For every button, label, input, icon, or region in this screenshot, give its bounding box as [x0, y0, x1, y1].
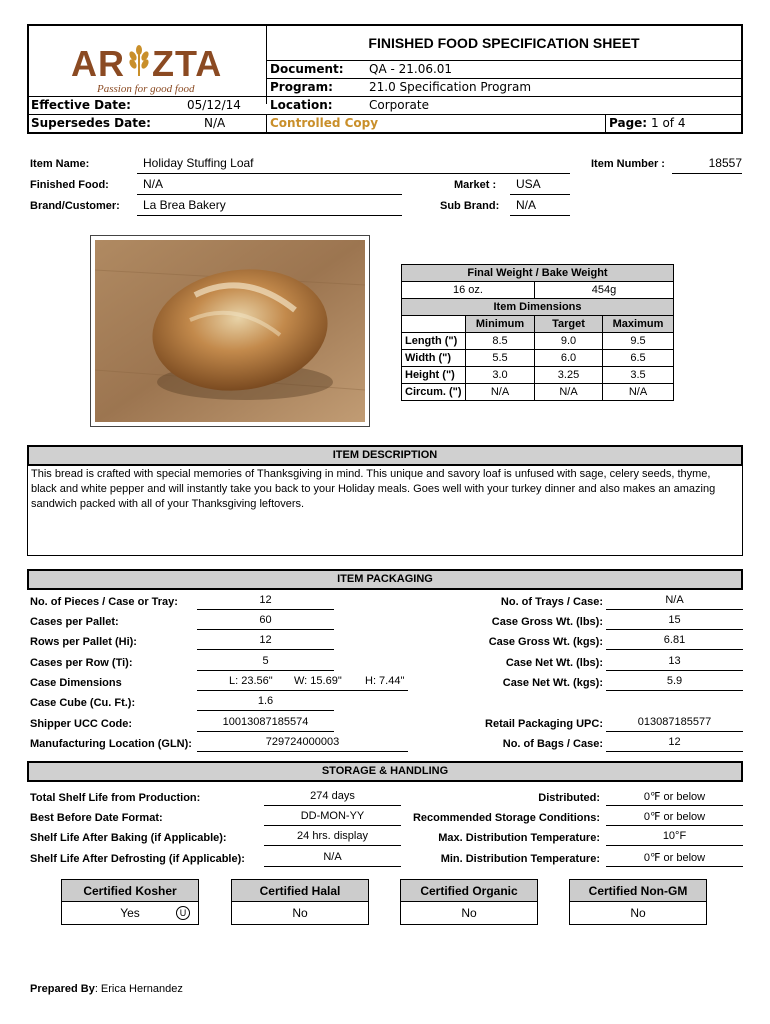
location-value: Corporate [369, 98, 429, 112]
case-dimensions-label: Case Dimensions [30, 677, 122, 689]
weight-g: 454g [535, 282, 674, 299]
item-description-header: ITEM DESCRIPTION [27, 445, 743, 466]
cert-halal-label: Certified Halal [232, 880, 368, 902]
mfg-location-label: Manufacturing Location (GLN): [30, 738, 192, 750]
location-label: Location: [270, 98, 333, 112]
sub-brand-label: Sub Brand: [440, 200, 500, 212]
min-dist-temp-label: Min. Distribution Temperature: [440, 853, 600, 865]
max-dist-temp-label: Max. Distribution Temperature: [438, 832, 600, 844]
dim-min: 8.5 [466, 333, 535, 350]
retail-upc-label: Retail Packaging UPC: [485, 718, 603, 730]
dim-row-length [402, 333, 674, 350]
market-label: Market : [454, 179, 497, 191]
case-cube-label: Case Cube (Cu. Ft.): [30, 697, 136, 709]
dim-label: Circum. (") [402, 384, 466, 401]
weight-oz: 16 oz. [402, 282, 535, 299]
trays-per-case-label: No. of Trays / Case: [500, 596, 603, 608]
case-net-lbs-label: Case Net Wt. (lbs): [505, 657, 603, 669]
shelf-after-baking-value: 24 hrs. display [264, 830, 401, 846]
dim-row-circum [402, 384, 674, 401]
brand-customer-value: La Brea Bakery [137, 198, 402, 216]
dim-target: 3.25 [535, 367, 603, 384]
distributed-label: Distributed: [538, 792, 600, 804]
program-value: 21.0 Specification Program [369, 80, 532, 94]
dim-max: 3.5 [603, 367, 674, 384]
dim-row-height [402, 367, 674, 384]
dim-label: Height (") [402, 367, 466, 384]
recommended-storage-label: Recommended Storage Conditions: [412, 812, 600, 824]
prepared-by-label: Prepared By [30, 983, 95, 995]
prepared-by-value: : Erica Hernandez [94, 983, 183, 995]
controlled-copy-label: Controlled Copy [270, 116, 379, 130]
svg-text:Passion for good food: Passion for good food [97, 83, 195, 95]
supersedes-date-label: Supersedes Date: [31, 116, 151, 130]
dim-max: 6.5 [603, 350, 674, 367]
cert-kosher [61, 879, 199, 925]
cert-non-gm [569, 879, 707, 925]
cases-per-row-label: Cases per Row (Ti): [30, 657, 133, 669]
dim-label: Length (") [402, 333, 466, 350]
mfg-location-value: 729724000003 [197, 736, 408, 752]
shelf-after-defrost-label: Shelf Life After Defrosting (if Applicable): [30, 853, 245, 865]
cert-organic [400, 879, 538, 925]
cert-kosher-value: Yes [120, 906, 140, 920]
case-net-kgs-value: 5.9 [606, 675, 743, 691]
dim-min: N/A [466, 384, 535, 401]
program-label: Program: [270, 80, 333, 94]
item-packaging-header: ITEM PACKAGING [27, 569, 743, 590]
rows-per-pallet-value: 12 [197, 634, 334, 650]
dim-max: N/A [603, 384, 674, 401]
col-maximum: Maximum [603, 316, 674, 333]
final-weight-title: Final Weight / Bake Weight [402, 265, 674, 282]
shelf-life-value: 274 days [264, 790, 401, 806]
cert-organic-value: No [461, 906, 477, 920]
cases-per-pallet-value: 60 [197, 614, 334, 630]
cert-organic-label: Certified Organic [401, 880, 537, 902]
case-gross-kgs-value: 6.81 [606, 634, 743, 650]
aryzta-logo [69, 38, 229, 98]
dim-row-width [402, 350, 674, 367]
dim-min: 5.5 [466, 350, 535, 367]
sheet-title: FINISHED FOOD SPECIFICATION SHEET [368, 35, 640, 51]
svg-text:AR: AR [71, 43, 125, 84]
dim-target: N/A [535, 384, 603, 401]
distributed-value: 0℉ or below [606, 790, 743, 806]
case-dimensions-value [197, 675, 408, 691]
item-number-value: 18557 [672, 156, 742, 174]
page-value: 1 of 4 [651, 116, 686, 130]
best-before-label: Best Before Date Format: [30, 812, 163, 824]
product-photo [90, 235, 370, 427]
case-net-lbs-value: 13 [606, 655, 743, 671]
bags-per-case-value: 12 [606, 736, 743, 752]
item-dimensions-title: Item Dimensions [402, 299, 674, 316]
rows-per-pallet-label: Rows per Pallet (Hi): [30, 636, 137, 648]
case-length: L: 23.56" [229, 675, 273, 687]
cases-per-pallet-label: Cases per Pallet: [30, 616, 119, 628]
shelf-after-defrost-value: N/A [264, 851, 401, 867]
shipper-ucc-label: Shipper UCC Code: [30, 718, 133, 730]
dim-min: 3.0 [466, 367, 535, 384]
item-name-label: Item Name: [30, 158, 90, 170]
case-gross-lbs-label: Case Gross Wt. (lbs): [491, 616, 603, 628]
item-description-text: This bread is crafted with special memories of Thanksgiving in mind. This unique and savory loaf is unfused with sage, celery seeds, thyme, black and white pepper and will instantly take you back to your Holiday meals. Goes well with your turkey dinner and also makes an amazing sandwich packed with all of your Thanksgiving leftovers. [27, 465, 743, 556]
cases-per-row-value: 5 [197, 655, 334, 671]
cert-kosher-label: Certified Kosher [62, 880, 198, 902]
sub-brand-value: N/A [510, 198, 570, 216]
cert-halal [231, 879, 369, 925]
header-box [27, 24, 743, 134]
cert-halal-value: No [292, 906, 308, 920]
min-dist-temp-value: 0℉ or below [606, 851, 743, 867]
market-value: USA [510, 177, 570, 195]
dim-max: 9.5 [603, 333, 674, 350]
cert-non-gm-label: Certified Non-GM [570, 880, 706, 902]
page-label: Page: [609, 116, 648, 130]
col-minimum: Minimum [466, 316, 535, 333]
case-gross-lbs-value: 15 [606, 614, 743, 630]
shelf-life-label: Total Shelf Life from Production: [30, 792, 201, 804]
item-name-value: Holiday Stuffing Loaf [137, 156, 570, 174]
svg-text:ZTA: ZTA [152, 43, 223, 84]
case-height: H: 7.44" [365, 675, 405, 687]
retail-upc-value: 013087185577 [606, 716, 743, 732]
storage-handling-header: STORAGE & HANDLING [27, 761, 743, 782]
supersedes-date-value: N/A [204, 116, 226, 130]
weight-dimensions-table [401, 264, 674, 401]
dim-target: 9.0 [535, 333, 603, 350]
document-value: QA - 21.06.01 [369, 62, 453, 76]
max-dist-temp-value: 10°F [606, 830, 743, 846]
brand-customer-label: Brand/Customer: [30, 200, 120, 212]
shelf-after-baking-label: Shelf Life After Baking (if Applicable): [30, 832, 227, 844]
finished-food-label: Finished Food: [30, 179, 109, 191]
cert-non-gm-value: No [630, 906, 646, 920]
dim-label: Width (") [402, 350, 466, 367]
case-gross-kgs-label: Case Gross Wt. (kgs): [488, 636, 603, 648]
effective-date-label: Effective Date: [31, 98, 131, 112]
effective-date-value: 05/12/14 [187, 98, 241, 112]
case-width: W: 15.69" [294, 675, 342, 687]
case-cube-value: 1.6 [197, 695, 334, 711]
prepared-by [30, 983, 183, 995]
bags-per-case-label: No. of Bags / Case: [502, 738, 603, 750]
document-label: Document: [270, 62, 344, 76]
dim-target: 6.0 [535, 350, 603, 367]
recommended-storage-value: 0℉ or below [606, 810, 743, 826]
item-number-label: Item Number : [591, 158, 665, 170]
pieces-label: No. of Pieces / Case or Tray: [30, 596, 178, 608]
finished-food-value: N/A [137, 177, 402, 195]
shipper-ucc-value: 10013087185574 [197, 716, 334, 732]
pieces-value: 12 [197, 594, 334, 610]
col-target: Target [535, 316, 603, 333]
ou-kosher-icon: U [176, 906, 190, 920]
best-before-value: DD-MON-YY [264, 810, 401, 826]
case-net-kgs-label: Case Net Wt. (kgs): [502, 677, 603, 689]
trays-per-case-value: N/A [606, 594, 743, 610]
